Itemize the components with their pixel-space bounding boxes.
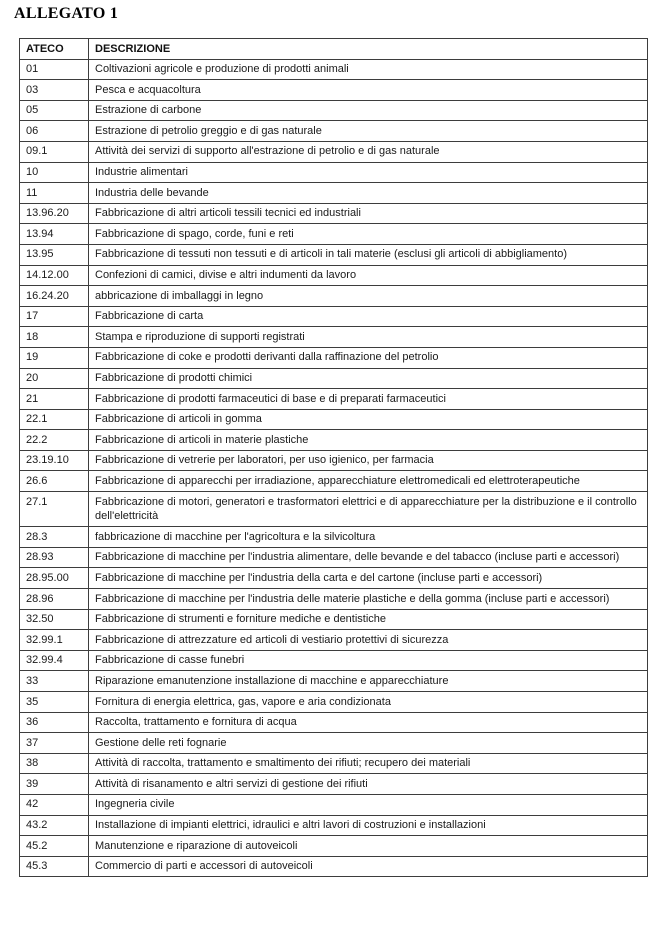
table-row <box>20 836 648 857</box>
description-cell: Commercio di parti e accessori di autoveicoli <box>89 856 648 877</box>
description-cell: Riparazione emanutenzione installazione di macchine e apparecchiature <box>89 671 648 692</box>
description-cell: Installazione di impianti elettrici, idraulici e altri lavori di costruzioni e installazioni <box>89 815 648 836</box>
table-row <box>20 306 648 327</box>
table-row <box>20 183 648 204</box>
table-row <box>20 389 648 410</box>
ateco-code-cell: 37 <box>20 733 89 754</box>
table-row <box>20 203 648 224</box>
ateco-code-cell: 32.50 <box>20 609 89 630</box>
description-cell: Fabbricazione di coke e prodotti derivanti dalla raffinazione del petrolio <box>89 347 648 368</box>
table-row <box>20 856 648 877</box>
ateco-code-cell: 19 <box>20 347 89 368</box>
table-row <box>20 794 648 815</box>
column-header-descrizione: DESCRIZIONE <box>89 39 648 60</box>
description-cell: Pesca e acquacoltura <box>89 80 648 101</box>
description-cell: Industria delle bevande <box>89 183 648 204</box>
ateco-code-cell: 03 <box>20 80 89 101</box>
description-cell: Fabbricazione di tessuti non tessuti e di articoli in tali materie (esclusi gli articoli di abbigliamento) <box>89 244 648 265</box>
table-row <box>20 141 648 162</box>
table-row <box>20 430 648 451</box>
description-cell: Estrazione di petrolio greggio e di gas naturale <box>89 121 648 142</box>
table-row <box>20 368 648 389</box>
table-row <box>20 671 648 692</box>
table-row <box>20 100 648 121</box>
description-cell: Fabbricazione di macchine per l'industria della carta e del cartone (incluse parti e accessori) <box>89 568 648 589</box>
ateco-code-cell: 42 <box>20 794 89 815</box>
ateco-code-cell: 10 <box>20 162 89 183</box>
ateco-code-cell: 13.95 <box>20 244 89 265</box>
description-cell: Fabbricazione di macchine per l'industria delle materie plastiche e della gomma (incluse parti e accessori) <box>89 589 648 610</box>
ateco-code-cell: 01 <box>20 59 89 80</box>
ateco-table <box>19 38 648 877</box>
description-cell: fabbricazione di macchine per l'agricoltura e la silvicoltura <box>89 527 648 548</box>
description-cell: Confezioni di camici, divise e altri indumenti da lavoro <box>89 265 648 286</box>
description-cell: Fabbricazione di attrezzature ed articoli di vestiario protettivi di sicurezza <box>89 630 648 651</box>
description-cell: Raccolta, trattamento e fornitura di acqua <box>89 712 648 733</box>
table-row <box>20 347 648 368</box>
description-cell: Fabbricazione di spago, corde, funi e reti <box>89 224 648 245</box>
description-cell: Fabbricazione di carta <box>89 306 648 327</box>
column-header-ateco: ATECO <box>20 39 89 60</box>
description-cell: Gestione delle reti fognarie <box>89 733 648 754</box>
table-row <box>20 450 648 471</box>
table-body <box>20 59 648 877</box>
ateco-code-cell: 23.19.10 <box>20 450 89 471</box>
description-cell: Fabbricazione di prodotti farmaceutici di base e di preparati farmaceutici <box>89 389 648 410</box>
description-cell: Industrie alimentari <box>89 162 648 183</box>
table-row <box>20 692 648 713</box>
ateco-code-cell: 17 <box>20 306 89 327</box>
description-cell: Fabbricazione di prodotti chimici <box>89 368 648 389</box>
ateco-code-cell: 32.99.4 <box>20 650 89 671</box>
description-cell: Attività dei servizi di supporto all'estrazione di petrolio e di gas naturale <box>89 141 648 162</box>
table-row <box>20 630 648 651</box>
table-header-row <box>20 39 648 60</box>
table-row <box>20 815 648 836</box>
description-cell: Fabbricazione di apparecchi per irradiazione, apparecchiature elettromedicali ed elettroterapeutiche <box>89 471 648 492</box>
ateco-code-cell: 28.3 <box>20 527 89 548</box>
ateco-code-cell: 28.96 <box>20 589 89 610</box>
ateco-code-cell: 45.3 <box>20 856 89 877</box>
description-cell: Fabbricazione di motori, generatori e trasformatori elettrici e di apparecchiature per la distribuzione e il controllo dell'elettricità <box>89 492 648 527</box>
ateco-code-cell: 16.24.20 <box>20 286 89 307</box>
description-cell: abbricazione di imballaggi in legno <box>89 286 648 307</box>
ateco-code-cell: 45.2 <box>20 836 89 857</box>
table-row <box>20 121 648 142</box>
description-cell: Fabbricazione di casse funebri <box>89 650 648 671</box>
description-cell: Attività di raccolta, trattamento e smaltimento dei rifiuti; recupero dei materiali <box>89 753 648 774</box>
table-row <box>20 327 648 348</box>
description-cell: Fabbricazione di macchine per l'industria alimentare, delle bevande e del tabacco (incluse parti e accessori) <box>89 547 648 568</box>
table-row <box>20 224 648 245</box>
description-cell: Coltivazioni agricole e produzione di prodotti animali <box>89 59 648 80</box>
table-row <box>20 80 648 101</box>
table-row <box>20 774 648 795</box>
description-cell: Fabbricazione di articoli in materie plastiche <box>89 430 648 451</box>
description-cell: Fabbricazione di strumenti e forniture mediche e dentistiche <box>89 609 648 630</box>
table-row <box>20 471 648 492</box>
table-row <box>20 733 648 754</box>
description-cell: Attività di risanamento e altri servizi di gestione dei rifiuti <box>89 774 648 795</box>
table-row <box>20 650 648 671</box>
description-cell: Estrazione di carbone <box>89 100 648 121</box>
ateco-code-cell: 22.1 <box>20 409 89 430</box>
table-row <box>20 712 648 733</box>
description-cell: Fornitura di energia elettrica, gas, vapore e aria condizionata <box>89 692 648 713</box>
ateco-code-cell: 38 <box>20 753 89 774</box>
ateco-code-cell: 32.99.1 <box>20 630 89 651</box>
ateco-code-cell: 27.1 <box>20 492 89 527</box>
description-cell: Manutenzione e riparazione di autoveicoli <box>89 836 648 857</box>
description-cell: Ingegneria civile <box>89 794 648 815</box>
ateco-code-cell: 22.2 <box>20 430 89 451</box>
ateco-code-cell: 20 <box>20 368 89 389</box>
ateco-code-cell: 09.1 <box>20 141 89 162</box>
ateco-code-cell: 13.94 <box>20 224 89 245</box>
ateco-code-cell: 35 <box>20 692 89 713</box>
table-row <box>20 609 648 630</box>
ateco-code-cell: 18 <box>20 327 89 348</box>
table-row <box>20 409 648 430</box>
table-row <box>20 162 648 183</box>
table-row <box>20 753 648 774</box>
description-cell: Fabbricazione di altri articoli tessili tecnici ed industriali <box>89 203 648 224</box>
ateco-code-cell: 28.95.00 <box>20 568 89 589</box>
table-row <box>20 527 648 548</box>
ateco-code-cell: 43.2 <box>20 815 89 836</box>
ateco-code-cell: 36 <box>20 712 89 733</box>
ateco-code-cell: 26.6 <box>20 471 89 492</box>
ateco-code-cell: 39 <box>20 774 89 795</box>
table-row <box>20 547 648 568</box>
table-row <box>20 589 648 610</box>
ateco-code-cell: 13.96.20 <box>20 203 89 224</box>
description-cell: Fabbricazione di vetrerie per laboratori, per uso igienico, per farmacia <box>89 450 648 471</box>
table-row <box>20 492 648 527</box>
table-row <box>20 59 648 80</box>
description-cell: Stampa e riproduzione di supporti registrati <box>89 327 648 348</box>
ateco-code-cell: 11 <box>20 183 89 204</box>
ateco-code-cell: 33 <box>20 671 89 692</box>
table-row <box>20 265 648 286</box>
table-row <box>20 286 648 307</box>
ateco-code-cell: 21 <box>20 389 89 410</box>
page-title: ALLEGATO 1 <box>14 5 119 22</box>
table-row <box>20 568 648 589</box>
ateco-code-cell: 14.12.00 <box>20 265 89 286</box>
ateco-code-cell: 28.93 <box>20 547 89 568</box>
table-row <box>20 244 648 265</box>
description-cell: Fabbricazione di articoli in gomma <box>89 409 648 430</box>
ateco-code-cell: 06 <box>20 121 89 142</box>
ateco-code-cell: 05 <box>20 100 89 121</box>
